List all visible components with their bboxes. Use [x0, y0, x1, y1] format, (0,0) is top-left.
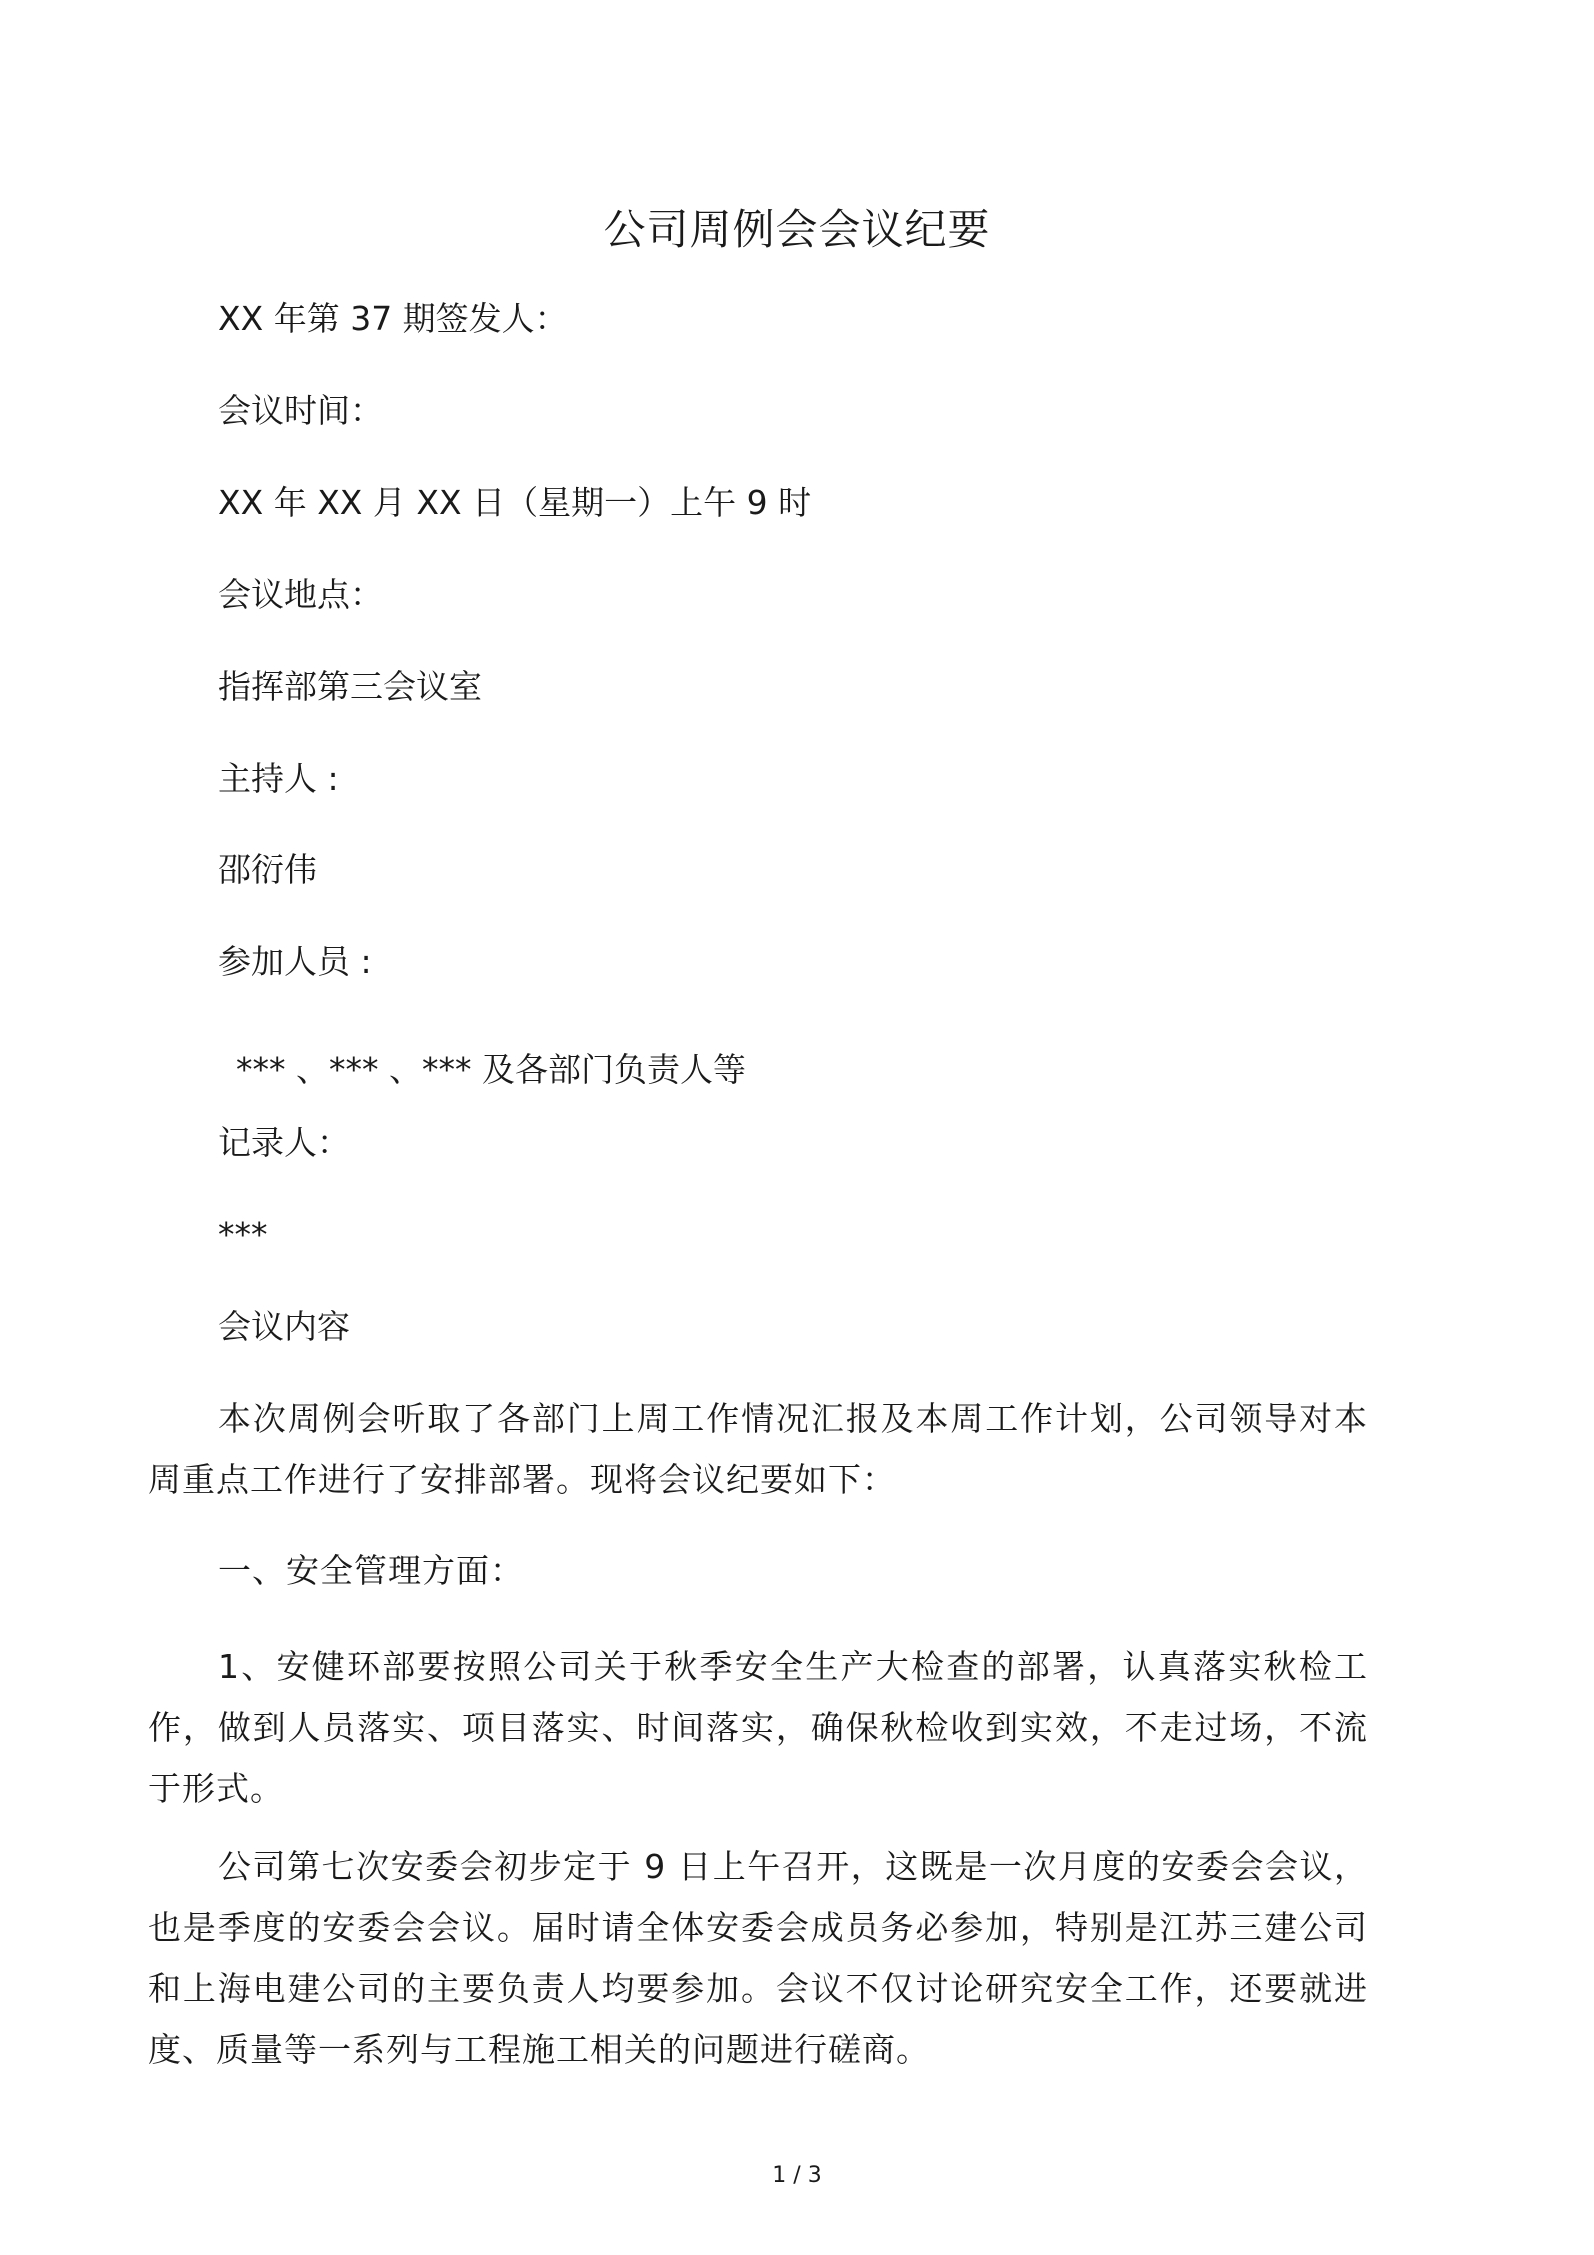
host-value: 邵衍伟	[218, 850, 317, 889]
page-number: 1 / 3	[772, 2163, 822, 2188]
document-title: 公司周例会会议纪要	[603, 205, 991, 254]
safety-committee-paragraph: 公司第七次安委会初步定于 9 日上午召开，这既是一次月度的安委会会议，也是季度的安委会会议。届时请全体安委会成员务必参加，特别是江苏三建公司和上海电建公司的主要负责人均要参加。会议不仅讨论研究安全工作，还要就进度、质量等一系列与工程施工相关的问题进行磋商。	[148, 1847, 1368, 2069]
issue-signer-line: XX 年第 37 期签发人：	[218, 299, 568, 338]
meeting-location-value: 指挥部第三会议室	[218, 667, 482, 706]
recorder-value: ***	[218, 1215, 268, 1254]
meeting-time-label: 会议时间：	[218, 391, 383, 430]
safety-item-1-paragraph: 1、安健环部要按照公司关于秋季安全生产大检查的部署，认真落实秋检工作，做到人员落实、项目落实、时间落实，确保秋检收到实效，不走过场，不流于形式。	[148, 1647, 1368, 1808]
intro-paragraph: 本次周例会听取了各部门上周工作情况汇报及本周工作计划，公司领导对本周重点工作进行了安排部署。现将会议纪要如下：	[148, 1399, 1368, 1499]
participants-label: 参加人员 :	[218, 942, 372, 981]
recorder-label: 记录人：	[218, 1123, 350, 1162]
section-heading-safety: 一、安全管理方面：	[218, 1551, 524, 1590]
meeting-content-heading: 会议内容	[218, 1307, 350, 1346]
meeting-location-label: 会议地点：	[218, 575, 383, 614]
host-label: 主持人 :	[218, 759, 339, 798]
meeting-time-value: XX 年 XX 月 XX 日（星期一）上午 9 时	[218, 483, 812, 522]
participants-value: *** 、*** 、*** 及各部门负责人等	[236, 1050, 746, 1089]
